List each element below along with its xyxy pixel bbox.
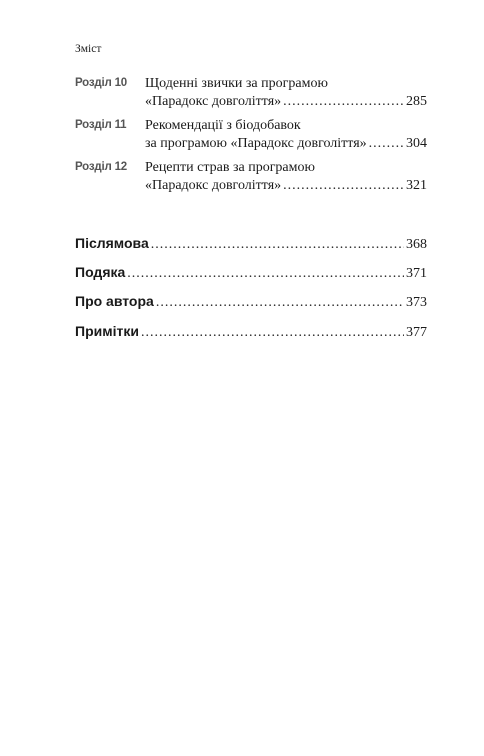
toc-section-acknowledgements[interactable] xyxy=(75,264,427,282)
chapter-title-line-1-text: Рекомендації з біодобавок xyxy=(145,118,301,133)
page-number: 368 xyxy=(406,237,427,252)
chapter-title-line-2 xyxy=(145,93,427,111)
section-line xyxy=(75,323,427,341)
toc-section-notes[interactable] xyxy=(75,323,427,341)
chapter-title-line-2-text: «Парадокс довголіття» xyxy=(145,94,282,109)
page-number: 304 xyxy=(406,136,427,151)
chapter-title-block xyxy=(145,75,427,111)
section-title: Подяка xyxy=(75,264,126,280)
dot-leader xyxy=(151,237,404,253)
dot-leader xyxy=(127,266,404,282)
chapter-title-line-2 xyxy=(145,177,427,195)
chapter-title-line-1-text: Щоденні звички за програмою xyxy=(145,76,328,91)
dot-leader xyxy=(141,325,404,341)
page-number: 285 xyxy=(406,94,427,109)
chapter-title-block xyxy=(145,159,427,195)
page-number: 321 xyxy=(406,178,427,193)
chapter-label: Розділ 11 xyxy=(75,119,127,131)
section-line xyxy=(75,235,427,253)
chapter-title-line-1 xyxy=(145,75,427,93)
chapter-label: Розділ 10 xyxy=(75,77,127,89)
section-title: Післямова xyxy=(75,235,149,251)
toc-section-afterword[interactable] xyxy=(75,235,427,253)
chapter-title-line-2-text: «Парадокс довголіття» xyxy=(145,178,282,193)
toc-section-about-author[interactable] xyxy=(75,293,427,311)
page-number: 373 xyxy=(406,295,427,310)
section-line xyxy=(75,293,427,311)
chapter-label: Розділ 12 xyxy=(75,161,127,173)
dot-leader xyxy=(156,295,404,311)
chapter-title-line-2 xyxy=(145,135,427,153)
chapter-title-line-1 xyxy=(145,117,427,135)
chapter-title-block xyxy=(145,117,427,153)
page-number: 371 xyxy=(406,266,427,281)
chapter-title-line-1 xyxy=(145,159,427,177)
page-number: 377 xyxy=(406,325,427,340)
dot-leader xyxy=(369,135,404,153)
chapter-title-line-2-text: за програмою «Парадокс довголіття» xyxy=(145,136,367,151)
section-line xyxy=(75,264,427,282)
chapter-title-line-1-text: Рецепти страв за програмою xyxy=(145,160,315,175)
section-title: Про автора xyxy=(75,293,154,309)
dot-leader xyxy=(283,93,404,111)
running-head: Зміст xyxy=(75,43,102,55)
dot-leader xyxy=(283,177,404,195)
section-title: Примітки xyxy=(75,323,139,339)
